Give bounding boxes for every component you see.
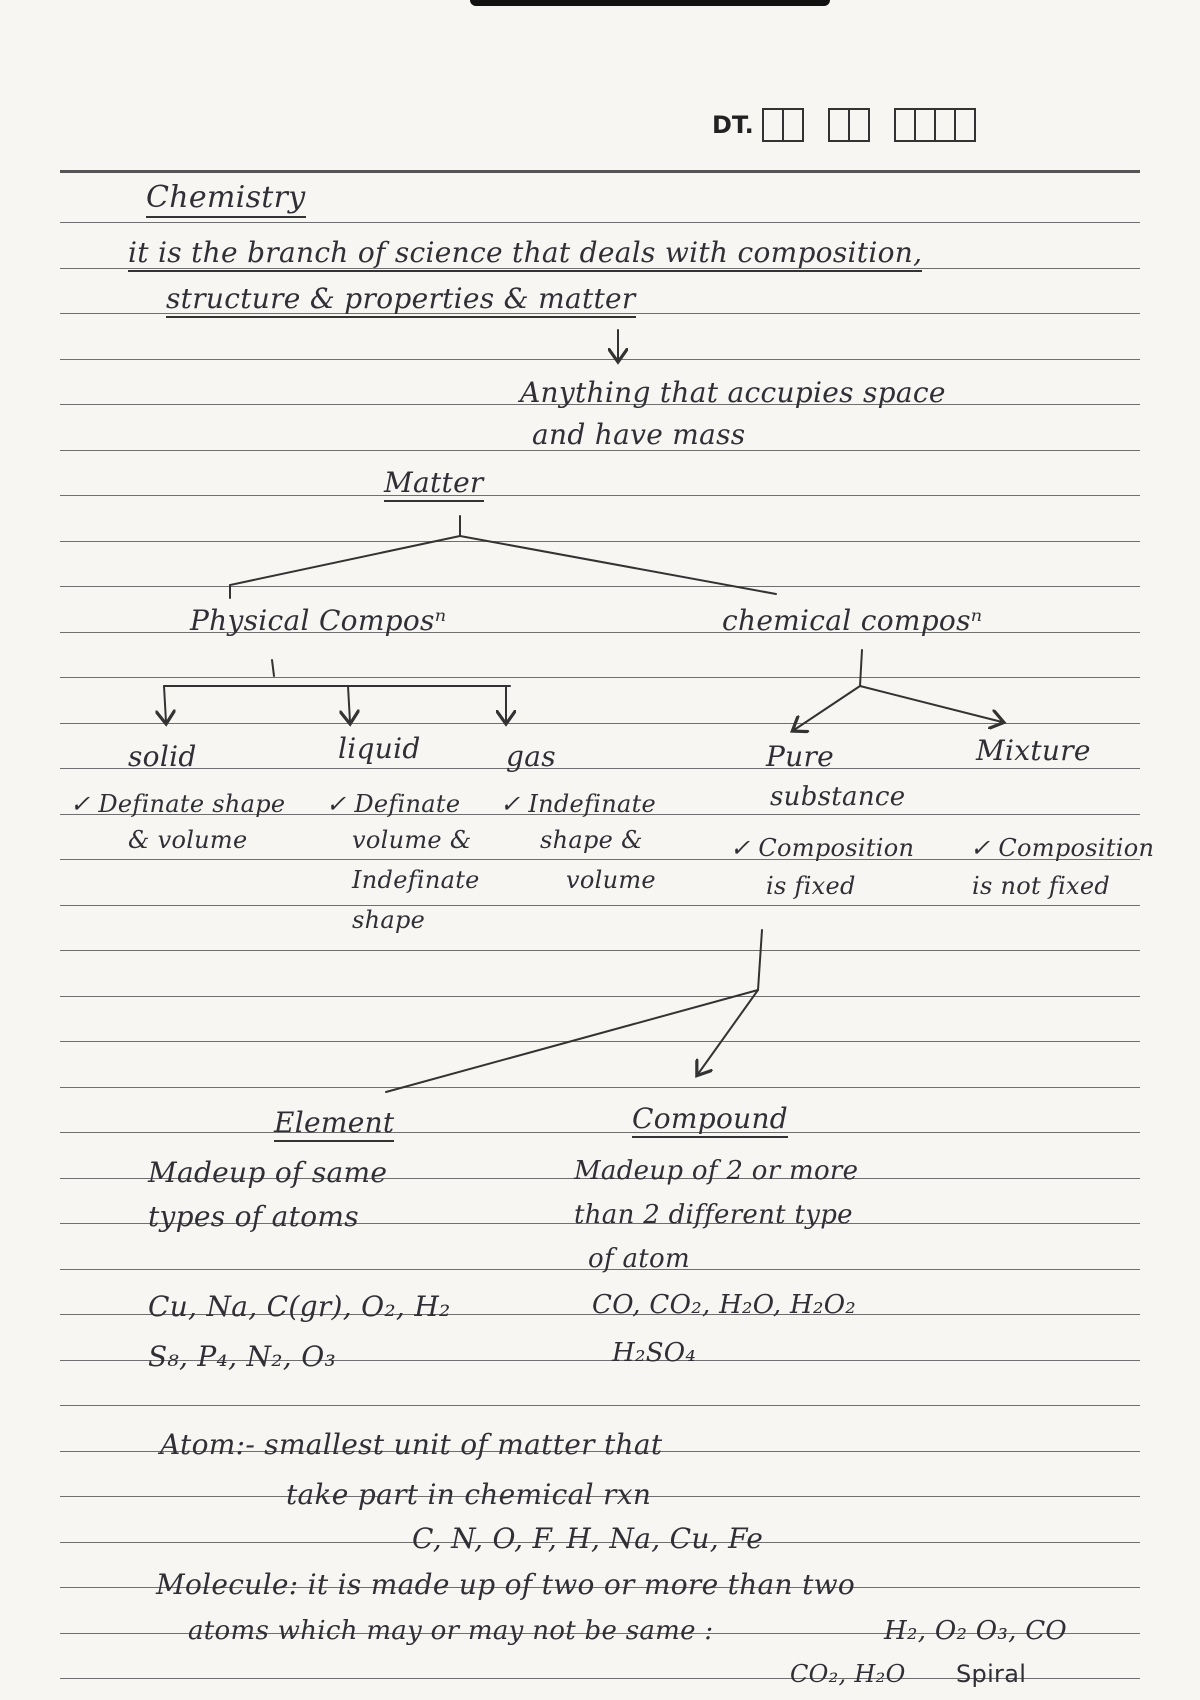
arrow-to-liquid — [348, 686, 350, 722]
liquid-desc-line-3: Indefinate — [352, 866, 480, 894]
chemical-composition-heading: chemical composⁿ — [722, 604, 983, 637]
matter-definition-line-2: and have mass — [532, 418, 746, 451]
molecule-examples-1: H₂, O₂ O₃, CO — [884, 1616, 1068, 1646]
header-double-rule — [60, 170, 1140, 173]
definition-line-2: structure & properties & matter — [166, 282, 636, 318]
element-heading: Element — [274, 1106, 394, 1142]
matter-definition-line-1: Anything that accupies space — [520, 376, 946, 409]
ruled-line — [60, 905, 1140, 906]
ruled-line — [60, 1132, 1140, 1133]
matter-branch-left — [230, 536, 460, 598]
compound-desc-line-2: than 2 different type — [574, 1200, 853, 1230]
pure-substance-line-1: Pure — [766, 740, 835, 773]
date-label: DT. — [712, 111, 754, 139]
molecule-examples-2: CO₂, H₂O — [790, 1660, 906, 1688]
date-month-boxes[interactable] — [830, 108, 870, 142]
ruled-line — [60, 495, 1140, 496]
atom-definition-line-2: take part in chemical rxn — [286, 1478, 652, 1511]
date-field — [712, 108, 976, 142]
state-liquid: liquid — [338, 732, 421, 765]
gas-desc-line-3: volume — [566, 866, 656, 894]
physical-composition-heading: Physical Composⁿ — [190, 604, 447, 637]
atom-examples: C, N, O, F, H, Na, Cu, Fe — [412, 1522, 764, 1555]
element-examples-line-1: Cu, Na, C(gr), O₂, H₂ — [148, 1290, 451, 1323]
ruled-line — [60, 586, 1140, 587]
compound-examples-line-2: H₂SO₄ — [612, 1338, 697, 1368]
compound-examples-line-1: CO, CO₂, H₂O, H₂O₂ — [592, 1290, 857, 1320]
mixture-desc-line-2: is not fixed — [972, 872, 1111, 900]
mixture-desc-line-1: ✓ Composition — [970, 834, 1155, 862]
solid-desc-line-1: ✓ Definate shape — [70, 790, 286, 818]
ruled-line — [60, 359, 1140, 360]
molecule-definition-line-1: Molecule: it is made up of two or more than two — [156, 1568, 856, 1601]
arrow-to-solid — [164, 686, 166, 722]
liquid-desc-line-1: ✓ Definate — [326, 790, 461, 818]
brand-label: Spiral — [956, 1660, 1027, 1688]
date-year-boxes[interactable] — [896, 108, 976, 142]
pure-to-compound-arrow — [698, 990, 758, 1074]
compound-desc-line-1: Madeup of 2 or more — [574, 1156, 859, 1186]
element-examples-line-2: S₈, P₄, N₂, O₃ — [148, 1340, 336, 1373]
pure-desc-line-1: ✓ Composition — [730, 834, 915, 862]
pure-desc-line-2: is fixed — [766, 872, 856, 900]
chemical-stem-line — [860, 650, 862, 686]
gas-desc-line-2: shape & — [540, 826, 643, 854]
arrow-to-mixture — [860, 686, 1002, 722]
element-desc-line-2: types of atoms — [148, 1200, 359, 1233]
definition-line-1: it is the branch of science that deals with composition, — [128, 236, 922, 272]
date-day-boxes[interactable] — [764, 108, 804, 142]
atom-definition-line-1: Atom:- smallest unit of matter that — [160, 1428, 663, 1461]
top-binding-edge — [470, 0, 830, 6]
state-gas: gas — [506, 740, 556, 773]
pure-stem-line — [758, 930, 762, 990]
mixture-heading: Mixture — [976, 734, 1091, 767]
compound-heading: Compound — [632, 1102, 788, 1138]
ruled-line — [60, 541, 1140, 542]
physical-stem-line — [272, 660, 274, 676]
ruled-line — [60, 677, 1140, 678]
element-desc-line-1: Madeup of same — [148, 1156, 388, 1189]
ruled-line — [60, 222, 1140, 223]
ruled-line — [60, 1041, 1140, 1042]
ruled-line — [60, 723, 1140, 724]
ruled-line — [60, 1405, 1140, 1406]
matter-heading: Matter — [384, 466, 484, 502]
page-title: Chemistry — [146, 180, 306, 218]
ruled-line — [60, 1087, 1140, 1088]
liquid-desc-line-4: shape — [352, 906, 426, 934]
gas-desc-line-1: ✓ Indefinate — [500, 790, 657, 818]
liquid-desc-line-2: volume & — [352, 826, 472, 854]
ruled-line — [60, 768, 1140, 769]
state-solid: solid — [128, 740, 197, 773]
ruled-line — [60, 950, 1140, 951]
molecule-definition-line-2: atoms which may or may not be same : — [188, 1616, 714, 1646]
pure-substance-line-2: substance — [770, 782, 906, 812]
compound-desc-line-3: of atom — [588, 1244, 690, 1274]
ruled-line — [60, 996, 1140, 997]
solid-desc-line-2: & volume — [128, 826, 248, 854]
